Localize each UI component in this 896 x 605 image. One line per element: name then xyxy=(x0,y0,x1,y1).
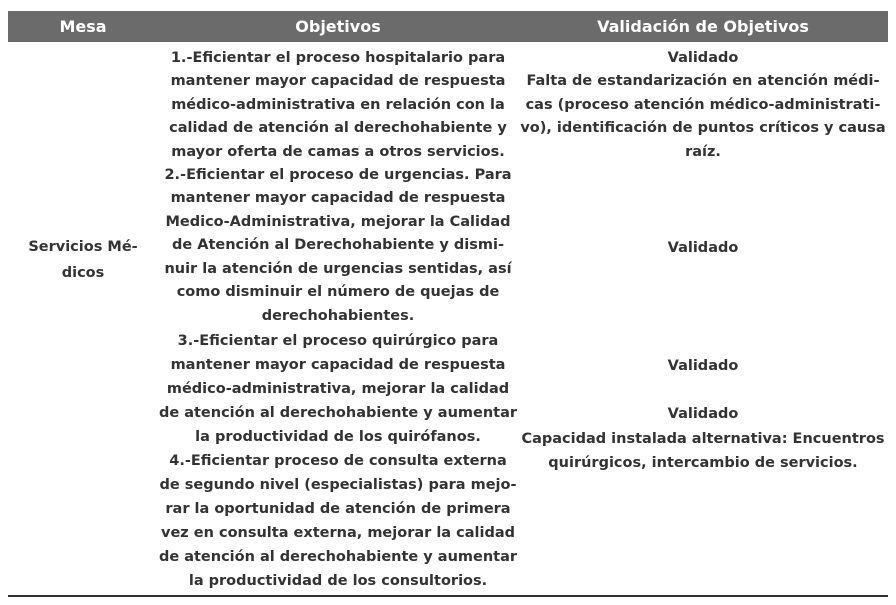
objetivo-line: de segundo nivel (especialistas) para mejo- xyxy=(159,477,517,493)
validacion-note-line: Capacidad instalada alternativa: Encuentros xyxy=(521,431,885,447)
objetivo-line: nuir la atención de urgencias sentidas, así xyxy=(164,261,512,277)
validacion-status: Validado xyxy=(667,240,739,256)
validacion-note-line: vo), identificación de puntos críticos y causa xyxy=(520,120,886,136)
objetivo-line: vez en consulta externa, mejorar la calidad xyxy=(161,525,515,541)
mesa-cell-line: Servicios Mé- xyxy=(28,239,138,255)
table-bottom-rule xyxy=(8,595,888,597)
objetivo-line: 3.-Eficientar el proceso quirúrgico para xyxy=(177,333,499,349)
validacion-note-line: Falta de estandarización en atención médi- xyxy=(526,73,880,89)
objetivo-line: calidad de atención al derechohabiente y xyxy=(169,120,507,136)
objetivo-line: la productividad de los quirófanos. xyxy=(195,429,481,445)
objectives-table xyxy=(8,11,888,597)
validacion-note-line: cas (proceso atención médico-administrati- xyxy=(525,97,881,113)
objetivo-line: Medico-Administrativa, mejorar la Calidad xyxy=(165,214,511,230)
header-validacion: Validación de Objetivos xyxy=(597,17,809,36)
objetivo-line: rar la oportunidad de atención de primera xyxy=(165,501,511,517)
validacion-status: Validado xyxy=(667,50,739,66)
objetivo-line: 4.-Eficientar proceso de consulta externa xyxy=(169,453,507,469)
objetivo-line: de Atención al Derechohabiente y dismi- xyxy=(171,237,504,253)
objetivo-line: 1.-Eficientar el proceso hospitalario para xyxy=(170,50,506,66)
objetivo-line: de atención al derechohabiente y aumentar xyxy=(158,405,518,421)
objetivo-line: médico-administrativa, mejorar la calidad xyxy=(166,381,510,397)
objetivo-line: 2.-Eficientar el proceso de urgencias. Para xyxy=(164,167,512,183)
objetivo-line: mayor oferta de camas a otros servicios. xyxy=(171,144,505,160)
objetivo-line: mantener mayor capacidad de respuesta xyxy=(170,357,506,373)
objetivo-line: mantener mayor capacidad de respuesta xyxy=(170,73,506,89)
objetivo-line: derechohabientes. xyxy=(261,308,415,324)
objetivo-line: como disminuir el número de quejas de xyxy=(176,284,500,300)
objetivo-line: mantener mayor capacidad de respuesta xyxy=(170,190,506,206)
validacion-note-line: raíz. xyxy=(685,144,721,160)
validacion-status: Validado xyxy=(667,406,739,422)
objetivo-line: de atención al derechohabiente y aumentar xyxy=(158,549,518,565)
header-objetivos: Objetivos xyxy=(295,17,381,36)
validacion-status: Validado xyxy=(667,358,739,374)
validacion-note-line: quirúrgicos, intercambio de servicios. xyxy=(548,455,858,471)
header-mesa: Mesa xyxy=(59,17,107,36)
objetivo-line: médico-administrativa en relación con la xyxy=(171,97,505,113)
objetivo-line: la productividad de los consultorios. xyxy=(188,573,488,589)
table-header xyxy=(8,11,888,42)
mesa-cell-line: dicos xyxy=(61,265,105,281)
